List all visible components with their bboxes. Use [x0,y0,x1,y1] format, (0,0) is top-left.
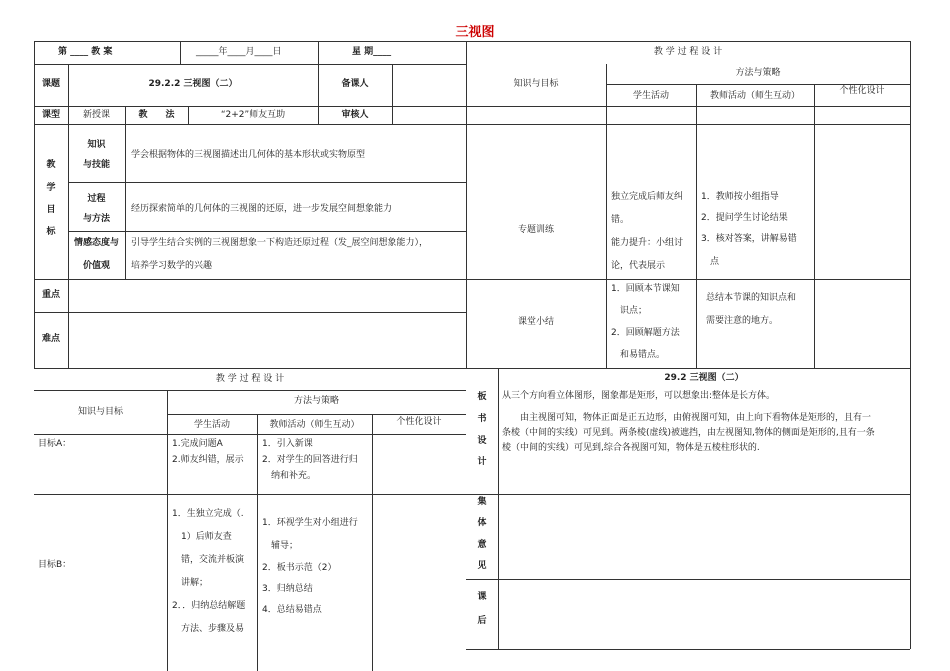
board-label-3: 设 [477,436,487,446]
collective-label-1: 集 [477,497,487,507]
process-method-text: 经历探索简单的几何体的三视图的还原，进一步发展空间想象能力 [131,204,393,214]
training-student-line-2: 错。 [611,215,630,225]
goal-b-label: 目标B： [38,560,72,570]
bottom-student-activity-header: 学生活动 [193,420,230,430]
student-activity-header: 学生活动 [632,91,669,101]
personal-design-header: 个性化设计 [839,86,885,96]
goals-side-label-3: 目 [46,205,56,215]
summary-student-line-4: 和易错点。 [611,350,666,360]
teacher-activity-header: 教师活动（师生互动） [709,91,800,101]
collective-label-2: 体 [477,518,487,528]
training-student-line-4: 论，代表展示 [611,261,666,271]
method-label: 教 法 [138,110,175,120]
goal-a-student-line-1: 1.完成问题A [172,439,223,449]
process-method-label-1: 过程 [87,194,106,204]
summary-student-line-1: 1．回顾本节课知 [611,284,680,294]
reviewer-label: 审核人 [341,110,369,120]
bottom-teacher-activity-header: 教师活动（师生互动） [269,420,360,430]
training-teacher-line-2: 2．提问学生讨论结果 [701,213,788,223]
goal-b-student-line-5: 2．．归纳总结解题 [172,601,246,611]
goals-side-label-4: 标 [46,227,56,237]
topic-training-label: 专题训练 [517,225,554,235]
collective-label-4: 见 [477,561,487,571]
board-line-3: 条棱（中间的实线）可见到。两条棱(虚线)被遮挡，由左视图知,物体的侧面是矩形的,且有一条 [502,428,875,438]
goal-a-teacher-line-3: 纳和补充。 [262,471,317,481]
attitude-label-2: 价值观 [82,261,110,271]
process-method-label-2: 与方法 [82,214,110,224]
lesson-date: _____年____月____日 [196,47,282,57]
goal-a-teacher-line-2: 2．对学生的回答进行归 [262,455,358,465]
summary-teacher-line-2: 需要注意的地方。 [706,316,779,326]
method-strategy-header: 方法与策略 [735,68,781,78]
type-label: 课型 [41,110,60,120]
goal-b-teacher-line-5: 4．总结易错点 [262,605,322,615]
page-title: 三视图 [455,25,495,40]
board-line-2: 由主视图可知，物体正面是正五边形，由俯视图可知，由上向下看物体是矩形的，且有一 [502,413,872,423]
bottom-method-strategy-header: 方法与策略 [293,396,339,406]
attitude-text-line-1: 引导学生结合实例的三视图想象一下构造还原过程（发_展空间想象能力）， [131,238,429,248]
board-line-1: 从三个方向看立体图形，图象都是矩形，可以想象出:整体是长方体。 [502,391,776,401]
goals-side-label-2: 学 [46,183,56,193]
goal-b-student-line-4: 讲解； [172,578,209,588]
goal-b-student-line-2: 1）后师友查 [172,532,232,542]
goal-a-student-line-2: 2.师友纠错，展示 [172,455,244,465]
topic-value: 29.2.2 三视图（二） [148,79,238,89]
key-point-label: 重点 [41,290,60,300]
method-value: “2+2”师友互助 [220,110,286,120]
training-teacher-line-1: 1．教师按小组指导 [701,192,779,202]
after-class-label-2: 后 [477,616,487,626]
board-label-1: 板 [477,392,487,402]
board-title: 29.2 三视图（二） [664,373,744,383]
goal-a-label: 目标A： [38,439,72,449]
collective-label-3: 意 [477,540,487,550]
goal-b-teacher-line-2: 辅导； [262,541,299,551]
week-lesson-number: 第 ____ 教 案 [58,47,113,57]
topic-label: 课题 [41,79,60,89]
training-student-line-3: 能力提升：小组讨 [611,238,684,248]
training-teacher-line-3: 3．核对答案，讲解易错 [701,234,797,244]
summary-teacher-line-1: 总结本节课的知识点和 [706,293,797,303]
difficult-point-label: 难点 [41,334,60,344]
training-teacher-line-4: 点 [701,257,720,267]
after-class-label-1: 课 [477,592,487,602]
board-label-2: 书 [477,414,487,424]
goals-side-label-1: 教 [46,160,56,170]
summary-student-line-3: 2．回顾解题方法 [611,328,680,338]
goal-b-teacher-line-1: 1．环视学生对小组进行 [262,518,358,528]
weekday: 星 期____ [352,47,392,57]
class-summary-label: 课堂小结 [517,317,554,327]
board-line-4: 棱（中间的实线）可见到,综合各视图可知，物体是五棱柱形状的. [502,443,760,453]
bottom-knowledge-goal-header: 知识与目标 [77,407,123,417]
summary-student-line-2: 识点； [611,306,648,316]
attitude-label-1: 情感态度与 [73,238,119,248]
board-label-4: 计 [477,457,487,467]
goal-a-teacher-line-1: 1．引入新课 [262,439,313,449]
knowledge-skill-text: 学会根据物体的三视图描述出几何体的基本形状或实物原型 [131,150,366,160]
training-student-line-1: 独立完成后师友纠 [611,192,684,202]
goal-b-student-line-6: 方法、步骤及易 [172,624,245,634]
process-design-heading: 教 学 过 程 设 计 [653,47,723,57]
knowledge-skill-label-2: 与技能 [82,160,110,170]
goal-b-student-line-1: 1．生独立完成（. [172,509,244,519]
goal-b-student-line-3: 错，交流并板演 [172,555,245,565]
type-value: 新授课 [82,110,110,120]
knowledge-goal-header: 知识与目标 [513,79,559,89]
bottom-personal-design-header: 个性化设计 [396,417,442,427]
goal-b-teacher-line-3: 2．板书示范（2） [262,563,337,573]
preparer-label: 备课人 [341,79,369,89]
goal-b-teacher-line-4: 3．归纳总结 [262,584,313,594]
bottom-process-design-heading: 教 学 过 程 设 计 [215,374,285,384]
attitude-text-line-2: 培养学习数学的兴趣 [131,261,213,271]
knowledge-skill-label-1: 知识 [87,140,106,150]
